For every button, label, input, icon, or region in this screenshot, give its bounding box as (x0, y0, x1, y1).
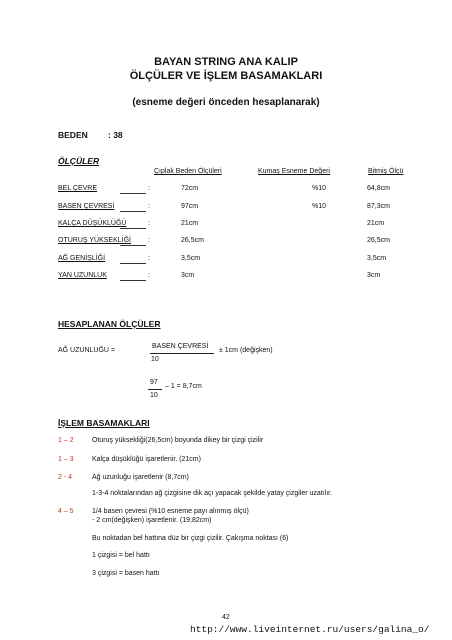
measurement-stretch-value: %10 (312, 203, 327, 210)
calc-denominator: 10 (150, 392, 158, 399)
measurement-name: BEL ÇEVRE (58, 185, 98, 192)
size-value: : 38 (108, 130, 123, 140)
calc-fraction-bar (148, 389, 162, 390)
measurement-separator: : (148, 272, 150, 279)
measurement-separator: : (148, 220, 150, 227)
step-text: Ağ uzunluğu işaretlenir (8,7cm) (92, 474, 189, 481)
formula-label: AĞ UZUNLUĞU = (58, 347, 115, 354)
measurement-leader-line (120, 193, 146, 194)
source-watermark: http://www.liveinternet.ru/users/galina_o/ (190, 624, 430, 635)
measurement-name: AĞ GENİŞLİĞİ (58, 255, 106, 262)
step-text: 1/4 basen çevresi (%10 esneme payı alınmış ölçü) (92, 508, 249, 515)
formula-numerator: BASEN ÇEVRESİ (152, 343, 209, 350)
measurement-final-value: 87,3cm (367, 203, 390, 210)
step-text: Kalça düşüklüğü işaretlenir. (21cm) (92, 456, 201, 463)
measurement-separator: : (148, 255, 150, 262)
measurement-final-value: 26,5cm (367, 237, 390, 244)
measurement-body-value: 3,5cm (181, 255, 201, 262)
measurement-final-value: 3cm (367, 272, 381, 279)
formula-denominator: 10 (151, 356, 159, 363)
column-header-final: Bitmiş Ölçü (368, 168, 404, 175)
measurement-final-value: 21cm (367, 220, 385, 227)
step-number: 1 – 3 (58, 456, 74, 463)
formula-tail: ± 1cm (değişken) (219, 347, 273, 354)
calc-tail: – 1 = 8,7cm (165, 383, 202, 390)
measurement-body-value: 26,5cm (181, 237, 204, 244)
measurement-separator: : (148, 237, 150, 244)
measurement-leader-line (120, 280, 146, 281)
measurement-leader-line (120, 211, 146, 212)
measurement-leader-line (120, 263, 146, 264)
measurement-separator: : (148, 185, 150, 192)
measurement-body-value: 72cm (181, 185, 199, 192)
measurement-leader-line (120, 245, 146, 246)
calculated-heading: HESAPLANAN ÖLÇÜLER (58, 319, 161, 329)
calc-numerator: 97 (150, 379, 158, 386)
measurement-name: YAN UZUNLUK (58, 272, 107, 279)
column-header-stretch: Kumaş Esneme Değeri (258, 168, 330, 175)
step-number: 4 – 5 (58, 508, 74, 515)
measurement-name: BASEN ÇEVRESİ (58, 203, 115, 210)
step-text: - 2 cm(değişken) işaretlenir. (19,82cm) (92, 517, 212, 524)
page-number: 42 (222, 614, 230, 621)
formula-fraction-bar (150, 353, 214, 354)
measurement-final-value: 64,8cm (367, 185, 390, 192)
measurements-heading: ÖLÇÜLER (58, 156, 100, 166)
step-text: Bu noktadan bel hattına düz bir çizgi çizilir. Çakışma noktası (6) (92, 535, 289, 542)
steps-heading: İŞLEM BASAMAKLARI (58, 418, 150, 428)
document-subtitle: (esneme değeri önceden hesaplanarak) (132, 97, 320, 108)
step-text: Oturuş yüksekliği(26,5cm) boyunda dikey bir çizgi çizilir (92, 437, 264, 444)
document-title-line2: ÖLÇÜLER VE İŞLEM BASAMAKLARI (129, 70, 323, 82)
step-text: 1 çizgisi = bel hattı (92, 552, 150, 559)
step-text: 1-3-4 noktalarından ağ çizgisine dik açı yapacak şekilde yatay çizgiler uzatılır. (92, 490, 333, 497)
size-label: BEDEN (58, 130, 88, 140)
column-header-body: Çıplak Beden Ölçüleri (154, 168, 222, 175)
measurement-separator: : (148, 203, 150, 210)
step-number: 1 – 2 (58, 437, 74, 444)
step-number: 2 - 4 (58, 474, 73, 481)
measurement-stretch-value: %10 (312, 185, 327, 192)
document-title-line1: BAYAN STRING ANA KALIP (154, 56, 298, 68)
step-text: 3 çizgisi = basen hattı (92, 570, 160, 577)
measurement-leader-line (120, 228, 146, 229)
measurement-body-value: 97cm (181, 203, 199, 210)
measurement-name: OTURUŞ YÜKSEKLİĞİ (58, 237, 132, 244)
measurement-body-value: 3cm (181, 272, 195, 279)
measurement-body-value: 21cm (181, 220, 199, 227)
measurement-name: KALÇA DÜŞÜKLÜĞÜ (58, 220, 127, 227)
measurement-final-value: 3,5cm (367, 255, 387, 262)
